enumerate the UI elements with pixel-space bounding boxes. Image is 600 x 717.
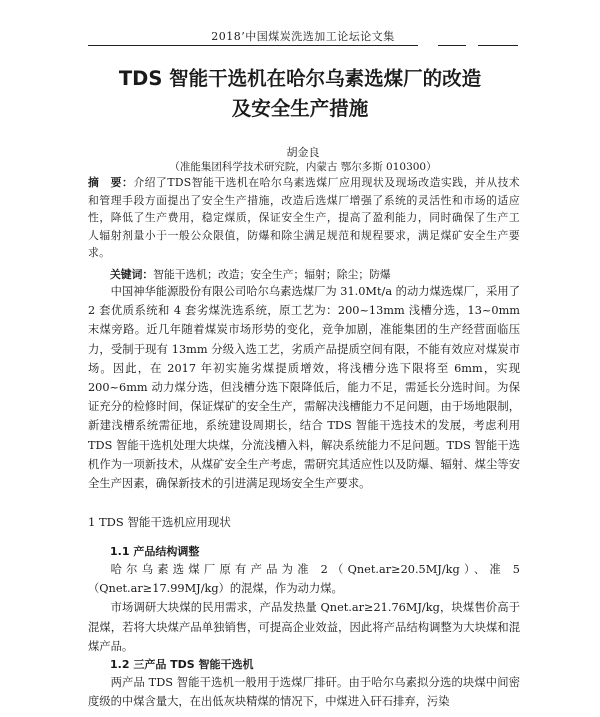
keywords-label: 关键词：: [110, 268, 154, 281]
author: 胡金良: [286, 146, 320, 159]
keywords: [110, 266, 520, 283]
affiliation: （准能集团科学技术研究院，内蒙古 鄂尔多斯 010300）: [169, 161, 437, 173]
paragraph: 两产品 TDS 智能干选机一般用于选煤厂排矸。由于哈尔乌素拟分选的块煤中间密度级的中煤含量大，在出低灰块精煤的情况下，中煤进入矸石排弃，污染: [88, 676, 520, 709]
abstract-text: 介绍了TDS智能干选机在哈尔乌素选煤厂应用现状及现场改造实践，并从技术和管理手段方面提出了安全生产措施，改造后选煤厂增强了系统的灵活性和市场的适应性，降低了生产费用，稳定煤质，保证安全生产，提高了盈利能力，同时确保了生产工人辐射剂量小于一般公众限值，防爆和除尘满足规范和规程要求，满足煤矿安全生产要求。: [88, 176, 520, 260]
intro-section: [88, 282, 520, 493]
subsection-body: [88, 560, 520, 656]
header-rule: [88, 45, 418, 46]
abstract-label: 摘 要：: [88, 176, 134, 189]
subsection-body: [88, 673, 520, 711]
header-rule-dash: [438, 45, 466, 46]
paragraph: 市场调研大块煤的民用需求，产品发热量 Qnet.ar≥21.76MJ/kg，块煤售价高于混煤，若将大块煤产品单独销售，可提高企业效益，因此将产品结构调整为大块煤和混煤产品。: [88, 601, 520, 653]
title-line-1: TDS 智能干选机在哈尔乌素选煤厂的改造: [118, 67, 482, 90]
running-header: 2018’中国煤炭洗选加工论坛论文集: [211, 30, 395, 43]
abstract: [88, 174, 520, 262]
title-line-2: 及安全生产措施: [231, 97, 369, 120]
paragraph: 哈尔乌素选煤厂原有产品为准 2（Qnet.ar≥20.5MJ/kg）、准 5（Qnet.ar≥17.99MJ/kg）的混煤，作为动力煤。: [88, 563, 520, 596]
keywords-text: 智能干选机；改造；安全生产；辐射；除尘；防爆: [153, 268, 391, 281]
section-heading: 1 TDS 智能干选机应用现状: [88, 515, 231, 529]
header-rule-dash: [478, 45, 518, 46]
subsection-heading: 1.1 产品结构调整: [110, 545, 200, 558]
intro-paragraph: 中国神华能源股份有限公司哈尔乌素选煤厂为 31.0Mt/a 的动力煤选煤厂，采用了 2 套优质系统和 4 套劣煤洗选系统，原工艺为：200~13mm 浅槽分选，13~0mm 末煤旁路。近几年随着煤炭市场形势的变化，竞争加剧，准能集团的生产经营面临压力，受制于现有 13mm 分级入选工艺，劣质产品提质空间有限，不能有效应对煤炭市场。因此，在 2017 年初实施劣煤提质增效，将浅槽分选下限将至 6mm，实现 200~6mm 动力煤分选，但浅槽分选下限降低后，能力不足，需延长分选时间。为保证充分的检修时间，保证煤矿的安全生产，需解决浅槽能力不足问题，由于场地限制，新建浅槽系统需征地，系统建设周期长，结合 TDS 智能干选技术的发展，考虑利用 TDS 智能干选机处理大块煤，分流浅槽入料，解决系统能力不足问题。TDS 智能干选机作为一项新技术，从煤矿安全生产考虑，需研究其适应性以及防爆、辐射、煤尘等安全生产因素，确保新技术的引进满足现场安全生产要求。: [88, 285, 520, 491]
subsection-heading: 1.2 三产品 TDS 智能干选机: [110, 658, 254, 671]
paper-title: [70, 64, 530, 124]
